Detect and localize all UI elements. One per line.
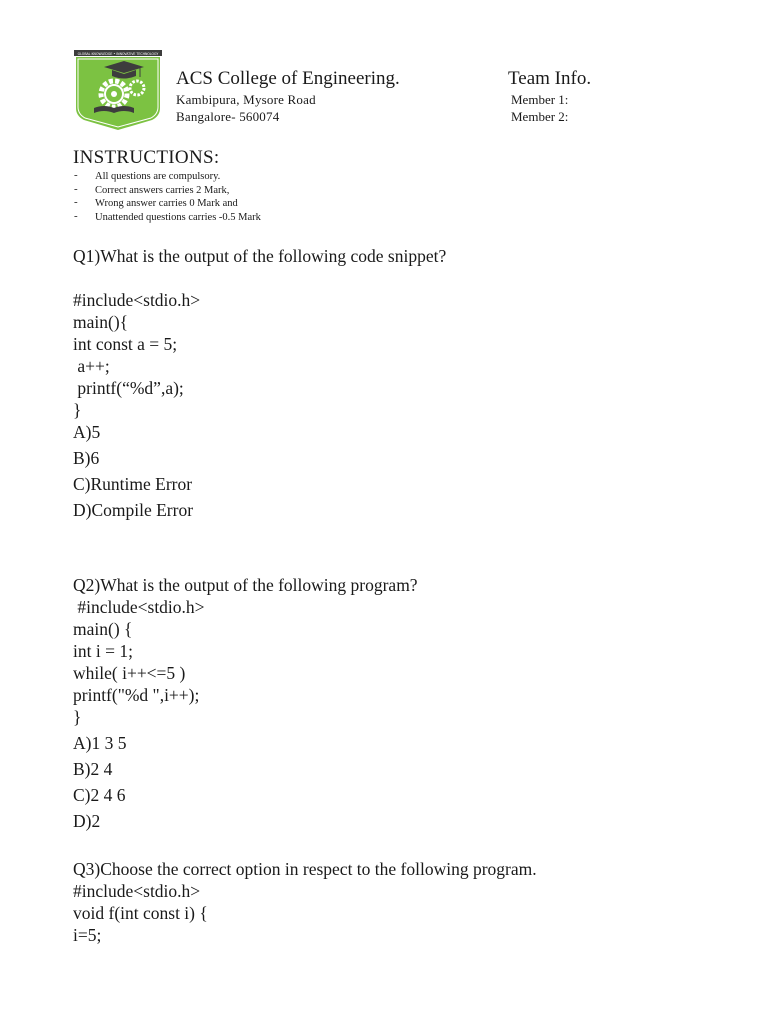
q3-question: Q3)Choose the correct option in respect to the following program. bbox=[73, 859, 537, 879]
q1-option-b: B)6 bbox=[73, 448, 100, 468]
q2-option-b: B)2 4 bbox=[73, 759, 113, 779]
q1-question: Q1)What is the output of the following code snippet? bbox=[73, 246, 447, 266]
team-info-title: Team Info. bbox=[508, 68, 592, 89]
q1-code-line: main(){ bbox=[73, 312, 129, 332]
q3-code-line: i=5; bbox=[73, 925, 102, 945]
address-line-1: Kambipura, Mysore Road bbox=[176, 92, 316, 107]
q2-code-line: int i = 1; bbox=[73, 641, 133, 661]
q2-code-line: printf("%d ",i++); bbox=[73, 685, 200, 705]
q2-option-d: D)2 bbox=[73, 811, 101, 831]
q2-question: Q2)What is the output of the following program? bbox=[73, 575, 418, 595]
q1-code-line: #include<stdio.h> bbox=[73, 290, 201, 310]
q2-code-line: #include<stdio.h> bbox=[73, 597, 205, 617]
college-logo bbox=[74, 50, 162, 130]
instruction-item: - Unattended questions carries -0.5 Mark bbox=[73, 211, 261, 225]
logo-banner-text: GLOBAL KNOWLEDGE • INNOVATIVE TECHNOLOGY bbox=[77, 52, 159, 56]
q1-code-line: a++; bbox=[73, 356, 110, 376]
instruction-item: - Correct answers carries 2 Mark, bbox=[73, 184, 261, 198]
instruction-item: - All questions are compulsory. bbox=[73, 170, 261, 184]
q2-code-line: main() { bbox=[73, 619, 133, 639]
member-2-label: Member 2: bbox=[511, 109, 569, 124]
instructions-title: INSTRUCTIONS: bbox=[73, 147, 220, 168]
college-name: ACS College of Engineering. bbox=[176, 68, 400, 89]
instruction-item: - Wrong answer carries 0 Mark and bbox=[73, 197, 261, 211]
q3-code-line: void f(int const i) { bbox=[73, 903, 208, 923]
address-line-2: Bangalore- 560074 bbox=[176, 109, 280, 124]
q2-code-line: } bbox=[73, 707, 82, 727]
q2-code-line: while( i++<=5 ) bbox=[73, 663, 186, 683]
q2-option-c: C)2 4 6 bbox=[73, 785, 126, 805]
q1-option-d: D)Compile Error bbox=[73, 500, 194, 520]
q3-code-line: #include<stdio.h> bbox=[73, 881, 201, 901]
instructions-list bbox=[73, 170, 261, 224]
member-1-label: Member 1: bbox=[511, 92, 569, 107]
q1-option-a: A)5 bbox=[73, 422, 101, 442]
q1-code-line: int const a = 5; bbox=[73, 334, 178, 354]
q1-option-c: C)Runtime Error bbox=[73, 474, 193, 494]
q1-code-line: printf(“%d”,a); bbox=[73, 378, 184, 398]
q1-code-line: } bbox=[73, 400, 82, 420]
q2-option-a: A)1 3 5 bbox=[73, 733, 127, 753]
